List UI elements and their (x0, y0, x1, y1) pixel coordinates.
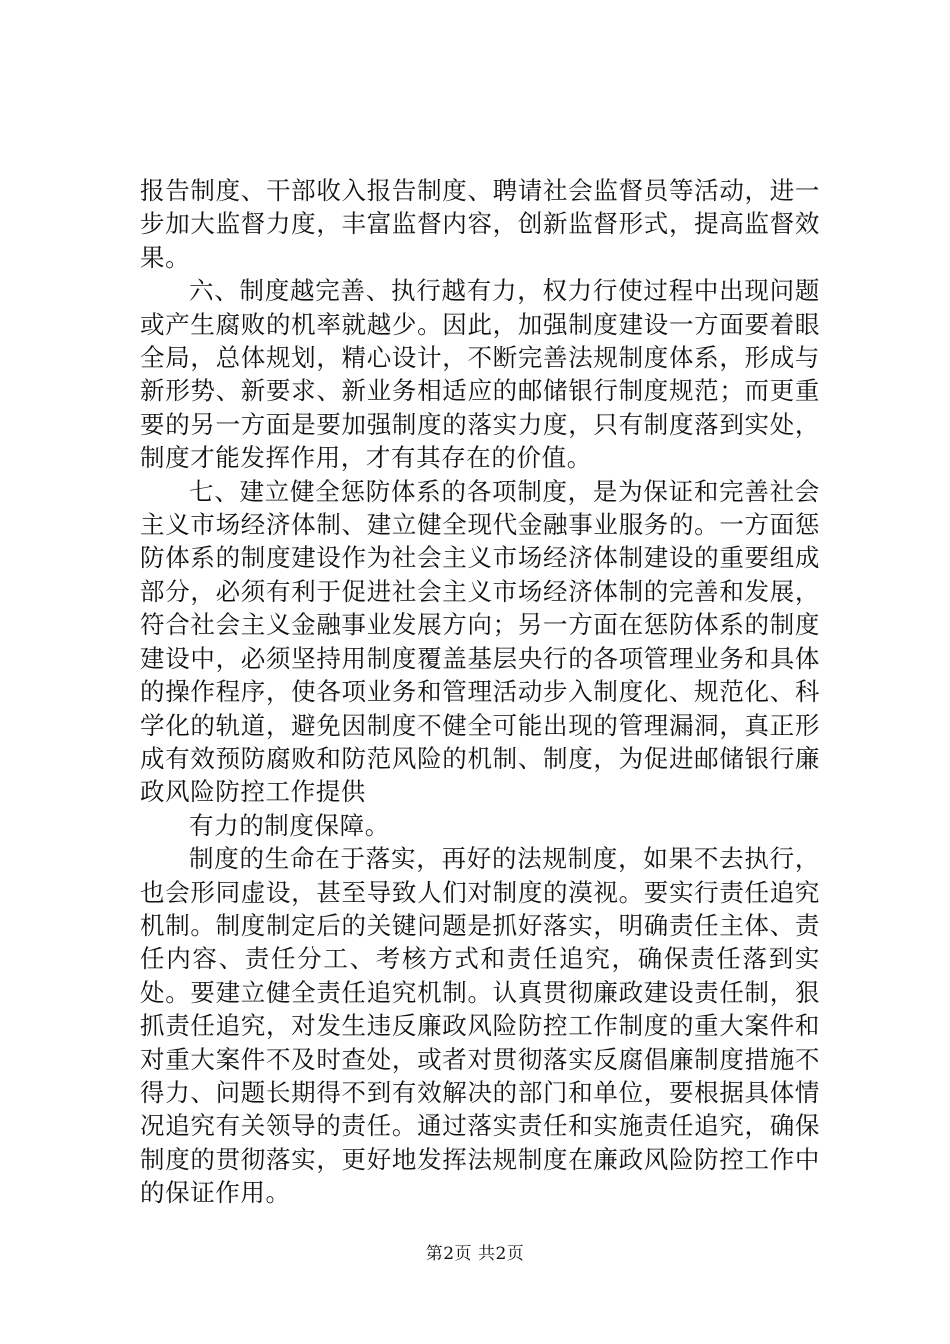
paragraph-continued: 报告制度、干部收入报告制度、聘请社会监督员等活动，进一步加大监督力度，丰富监督内容，创新监督形式，提高监督效果。 (140, 176, 820, 272)
paragraph-six: 六、制度越完善、执行越有力，权力行使过程中出现问题或产生腐败的机率就越少。因此，加强制度建设一方面要着眼全局，总体规划，精心设计，不断完善法规制度体系，形成与新形势、新要求、新业务相适应的邮储银行制度规范；而更重要的另一方面是要加强制度的落实力度，只有制度落到实处，制度才能发挥作用，才有其存在的价值。 (140, 276, 820, 473)
paragraph-conclusion: 制度的生命在于落实，再好的法规制度，如果不去执行，也会形同虚设，甚至导致人们对制度的漠视。要实行责任追究机制。制度制定后的关键问题是抓好落实，明确责任主体、责任内容、责任分工、考核方式和责任追究，确保责任落到实处。要建立健全责任追究机制。认真贯彻廉政建设责任制，狠抓责任追究，对发生违反廉政风险防控工作制度的重大案件和对重大案件不及时查处，或者对贯彻落实反腐倡廉制度措施不得力、问题长期得不到有效解决的部门和单位，要根据具体情况追究有关领导的责任。通过落实责任和实施责任追究，确保制度的贯彻落实，更好地发挥法规制度在廉政风险防控工作中的保证作用。 (140, 844, 820, 1208)
paragraph-seven: 七、建立健全惩防体系的各项制度，是为保证和完善社会主义市场经济体制、建立健全现代金融事业服务的。一方面惩防体系的制度建设作为社会主义市场经济体制建设的重要组成部分，必须有利于促进社会主义市场经济体制的完善和发展，符合社会主义金融事业发展方向；另一方面在惩防体系的制度建设中，必须坚持用制度覆盖基层央行的各项管理业务和具体的操作程序，使各项业务和管理活动步入制度化、规范化、科学化的轨道，避免因制度不健全可能出现的管理漏洞，真正形成有效预防腐败和防范风险的机制、制度，为促进邮储银行廉政风险防控工作提供 (140, 476, 820, 807)
paragraph-seven-tail: 有力的制度保障。 (189, 810, 390, 840)
document-body (140, 174, 820, 1210)
page-footer: 第2页 共2页 (425, 1244, 525, 1264)
